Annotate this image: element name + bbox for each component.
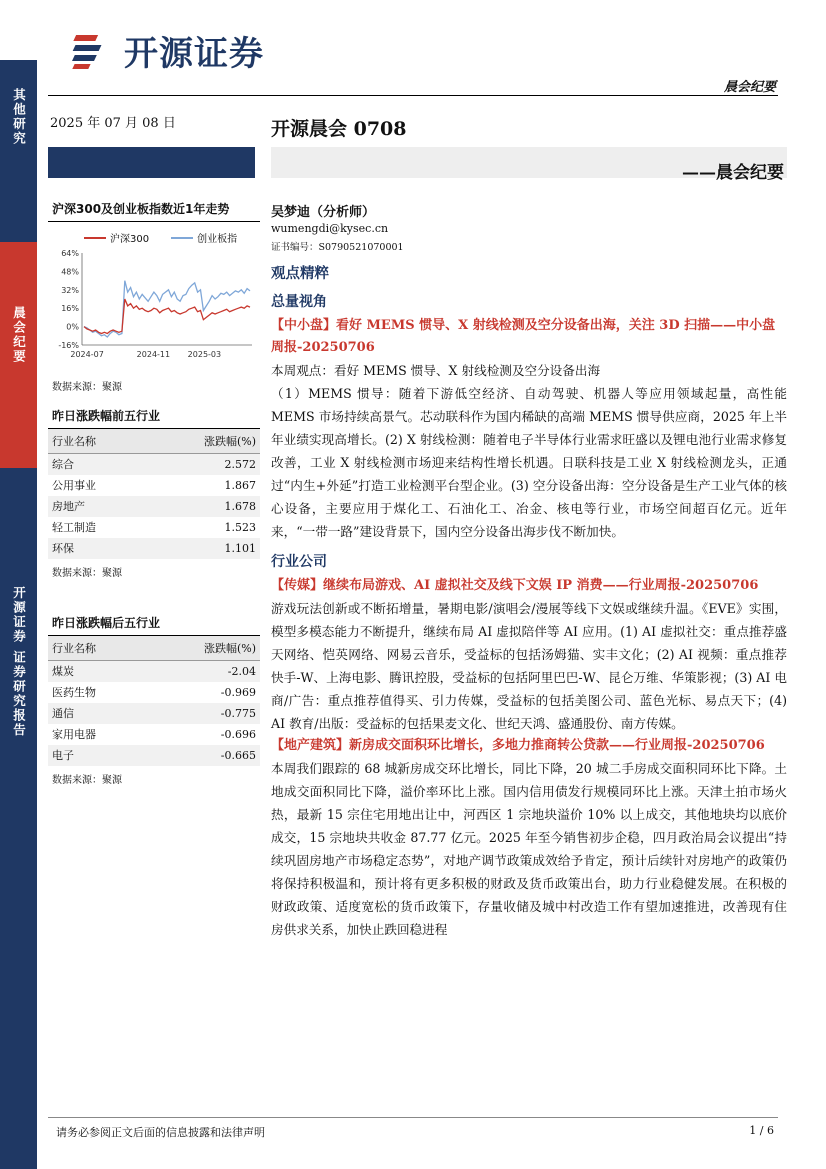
legend-label: 沪深300 <box>110 234 150 245</box>
top5-table <box>48 429 260 559</box>
chart-source: 数据来源：聚源 <box>52 382 122 393</box>
industry-change: 1.101 <box>146 538 260 559</box>
page-number: 1 / 6 <box>749 1124 774 1137</box>
industry-name: 环保 <box>48 538 146 559</box>
footer-divider <box>48 1117 778 1118</box>
industry-name: 公用事业 <box>52 479 96 492</box>
analyst-name: 吴梦迪（分析师） <box>271 205 376 220</box>
y-tick-label: 32% <box>61 285 79 295</box>
item-paragraph: 本周我们跟踪的 68 城新房成交环比增长，同比下降，20 城二手房成交面积同环比下降。土地成交面积同比下降，溢价率环比上涨。国内信用债发行规模同环比上涨。天津土拍市场火热，最新 15 宗住宅用地出让中，河西区 1 宗地块溢价 10% 以上成交，其他地块均以底价成交，15 宗地块共收金 87.77 亿元。2025 年至今销售初步企稳，四月政治局会议提出“持续巩固房地产市场稳定态势”，对地产调节政策成效给予肯定，预计后续针对房地产的政策仍将保持积极温和，预计将有更多积极的财政及货币政策出台，助力行业稳健发展。在积极的财政政策、适度宽松的货币政策下，存量收储及城中村改造工作有望加速推进，改善现有住房供求关系，加快止跌回稳进程 <box>271 761 787 937</box>
subsection-title: 行业公司 <box>271 554 327 570</box>
item-headline: 【传媒】继续布局游戏、AI 虚拟社交及线下文娱 IP 消费——行业周报-20250706 <box>271 578 759 593</box>
index-chart-section <box>48 200 260 393</box>
y-tick-label: 48% <box>61 267 79 277</box>
chart-legend <box>48 230 260 245</box>
legend-swatch <box>171 237 193 239</box>
page-title: 开源晨会 0708 <box>271 118 407 140</box>
report-date: 2025 年 07 月 08 日 <box>50 116 176 131</box>
table-row <box>48 496 260 517</box>
x-tick-label: 2024-11 <box>136 350 171 359</box>
company-logo <box>72 26 264 75</box>
subsection-title: 总量视角 <box>271 294 327 310</box>
series-line-0 <box>84 299 250 334</box>
side-tab-label: 开源证券 证券研究报告 <box>11 586 27 738</box>
col-header-industry: 行业名称 <box>48 636 146 661</box>
industry-change: -0.969 <box>220 685 256 699</box>
industry-change: 1.867 <box>224 478 256 492</box>
y-tick-label: 64% <box>61 249 79 258</box>
side-tab-other-research <box>0 60 37 242</box>
side-tab-morning-meeting <box>0 242 37 468</box>
col-header-industry: 行业名称 <box>48 429 146 454</box>
legend-entry-chinext <box>171 230 237 245</box>
industry-change: -2.04 <box>146 661 260 682</box>
legend-swatch <box>84 237 106 239</box>
logo-mark-icon <box>72 31 116 71</box>
industry-change: -0.665 <box>146 745 260 766</box>
side-tab-label: 其他研究 <box>11 88 27 146</box>
industry-change: 1.523 <box>224 520 256 534</box>
table-row <box>48 517 260 538</box>
industry-name: 轻工制造 <box>52 521 96 534</box>
industry-name: 通信 <box>48 703 146 724</box>
index-line-chart <box>48 245 260 369</box>
side-tab-label: 晨会纪要 <box>11 306 27 364</box>
bottom5-source: 数据来源：聚源 <box>52 774 122 786</box>
table-row <box>48 475 260 496</box>
col-header-change: 涨跌幅(%) <box>146 636 260 661</box>
top5-industries-section <box>48 407 260 579</box>
industry-change: -0.775 <box>146 703 260 724</box>
chart-title: 沪深300及创业板指数近1年走势 <box>48 200 260 222</box>
top5-title: 昨日涨跌幅前五行业 <box>48 407 260 429</box>
top5-source: 数据来源：聚源 <box>52 567 122 579</box>
item-paragraph: 游戏玩法创新或不断拓增量，暑期电影/演唱会/漫展等线下文娱或继续升温。《EVE》实围，模型多模态能力不断提升，继续布局 AI 虚拟陪伴等 AI 应用。(1) AI 虚拟社交：重点推荐盛天网络、恺英网络、网易云音乐，受益标的包括汤姆猫、实丰文化；(2) AI 视频：重点推荐快手-W、上海电影、腾讯控股，受益标的包括阿里巴巴-W、昆仑万维、华策影视；(3) AI 电商/广告：重点推荐值得买、引力传媒，受益标的包括美图公司、蓝色光标、易点天下；(4) AI 教育/出版：受益标的包括果麦文化、世纪天鸿、盛通股份、南方传媒。 <box>271 601 787 731</box>
bottom5-table <box>48 636 260 766</box>
x-tick-label: 2025-03 <box>187 350 222 359</box>
industry-change: 1.678 <box>146 496 260 517</box>
industry-name: 电子 <box>48 745 146 766</box>
industry-change: -0.696 <box>220 727 256 741</box>
y-tick-label: -16% <box>58 341 79 350</box>
analyst-cert: 证书编号：S0790521070001 <box>271 242 404 253</box>
table-row <box>48 454 260 475</box>
left-header-band <box>48 147 255 178</box>
y-tick-label: 0% <box>66 322 79 332</box>
table-row <box>48 538 260 559</box>
table-row <box>48 682 260 703</box>
header-divider <box>48 95 778 96</box>
page-subtitle: ——晨会纪要 <box>682 163 784 183</box>
legend-label: 创业板指 <box>197 234 238 245</box>
item-paragraph: 本周观点：看好 MEMS 惯导、X 射线检测及空分设备出海 <box>271 363 601 378</box>
item-paragraph: （1）MEMS 惯导：随着下游低空经济、自动驾驶、机器人等应用领域起量，高性能 MEMS 市场持续高景气。芯动联科作为国内稀缺的高端 MEMS 惯导供应商，2025 年上半年业绩实现高增长。(2) X 射线检测：随着电子半导体行业需求旺盛以及锂电池行业需求修复改善，工业 X 射线检测市场迎来结构性增长机遇。日联科技是工业 X 射线检测龙头，正通过“内生+外延”打造工业检测平台型企业。(3) 空分设备出海：空分设备是生产工业气体的核心设备，主要应用于煤化工、石油化工、冶金、核电等行业，市场空间超百亿元。近年来，“一带一路”建设背景下，国内空分设备出海步伐不断加快。 <box>271 386 787 539</box>
footer-disclaimer: 请务必参阅正文后面的信息披露和法律声明 <box>56 1126 265 1139</box>
industry-name: 医药生物 <box>52 686 96 699</box>
item-headline: 【中小盘】看好 MEMS 惯导、X 射线检测及空分设备出海，关注 3D 扫描——中小盘周报-20250706 <box>271 318 776 355</box>
x-tick-label: 2024-07 <box>70 350 104 359</box>
industry-change: 2.572 <box>146 454 260 475</box>
y-tick-label: 16% <box>61 304 79 314</box>
item-headline: 【地产建筑】新房成交面积环比增长，多地力推商转公贷款——行业周报-20250706 <box>271 738 765 753</box>
table-row <box>48 745 260 766</box>
industry-name: 家用电器 <box>52 728 96 741</box>
logo-text: 开源证券 <box>124 34 264 74</box>
table-row <box>48 661 260 682</box>
header-report-type: 晨会纪要 <box>723 80 776 95</box>
side-tab-kysec-report <box>0 468 37 1169</box>
analyst-email[interactable]: wumengdi@kysec.cn <box>271 222 389 235</box>
industry-name: 综合 <box>48 454 146 475</box>
table-row <box>48 703 260 724</box>
section-title: 观点精粹 <box>271 266 329 282</box>
bottom5-title: 昨日涨跌幅后五行业 <box>48 614 260 636</box>
col-header-change: 涨跌幅(%) <box>146 429 260 454</box>
content-blocks <box>271 291 787 941</box>
industry-name: 煤炭 <box>48 661 146 682</box>
industry-name: 房地产 <box>48 496 146 517</box>
table-row <box>48 724 260 745</box>
main-content <box>271 262 787 941</box>
bottom5-industries-section <box>48 614 260 786</box>
legend-entry-hs300 <box>84 230 149 245</box>
